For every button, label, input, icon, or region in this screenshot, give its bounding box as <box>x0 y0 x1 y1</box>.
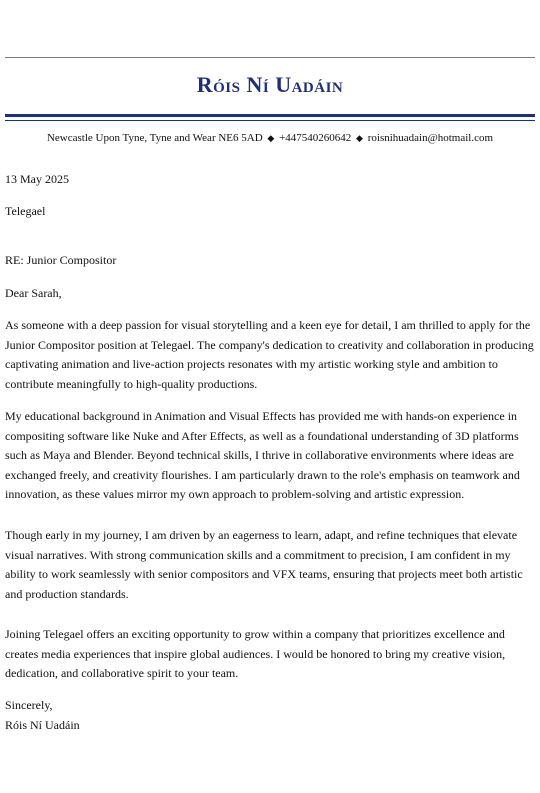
contact-address: Newcastle Upon Tyne, Tyne and Wear NE6 5AD <box>46 132 263 144</box>
signature-name: Róis Ní Uadáin <box>5 718 80 732</box>
diamond-separator-icon: ◆ <box>356 133 363 143</box>
body-paragraph-2: My educational background in Animation and Visual Effects has provided me with hands-on experience in compositing software like Nuke and After Effects, as well as a foundational understanding of 3D platforms such as Maya and Blender. Beyond technical skills, I thrive in collaborative environments where ideas are exchanged freely, and creativity flourishes. I am particularly drawn to the role's emphasis on teamwork and innovation, as these values mirror my own approach to problem-solving and artistic expression. <box>5 409 520 502</box>
top-rule <box>5 57 535 58</box>
header-rule-thin <box>5 120 535 121</box>
diamond-separator-icon: ◆ <box>267 133 275 143</box>
contact-line <box>0 132 540 144</box>
body-paragraph-1: As someone with a deep passion for visual storytelling and a keen eye for detail, I am thrilled to apply for the Junior Compositor position at Telegael. The company's dedication to creativity and collaboration in producing captivating animation and live-action projects resonates with my artistic working style and ambition to contribute meaningfully to high-quality productions. <box>5 318 534 391</box>
salutation: Dear Sarah, <box>5 286 62 300</box>
header-rule-thick <box>5 114 535 117</box>
contact-phone: +447540260642 <box>279 132 352 144</box>
body-paragraph-3: Though early in my journey, I am driven by an eagerness to learn, adapt, and refine techniques that elevate visual narratives. With strong communication skills and a commitment to precision, I am confident in my ability to work seamlessly with senior compositors and VFX teams, ensuring that projects meet both artistic and production standards. <box>5 528 523 601</box>
recipient-company: Telegael <box>5 204 46 218</box>
contact-email: roisnihuadain@hotmail.com <box>367 132 494 144</box>
closing: Sincerely, <box>5 698 53 712</box>
applicant-name: Róis Ní Uadáin <box>196 72 344 97</box>
letter-subject: RE: Junior Compositor <box>5 253 117 267</box>
letter-date: 13 May 2025 <box>5 172 69 186</box>
body-paragraph-4: Joining Telegael offers an exciting opportunity to grow within a company that prioritizes excellence and creates media experiences that inspire global audiences. I would be honored to bring my creative vision, dedication, and collaborative spirit to your team. <box>5 627 506 681</box>
